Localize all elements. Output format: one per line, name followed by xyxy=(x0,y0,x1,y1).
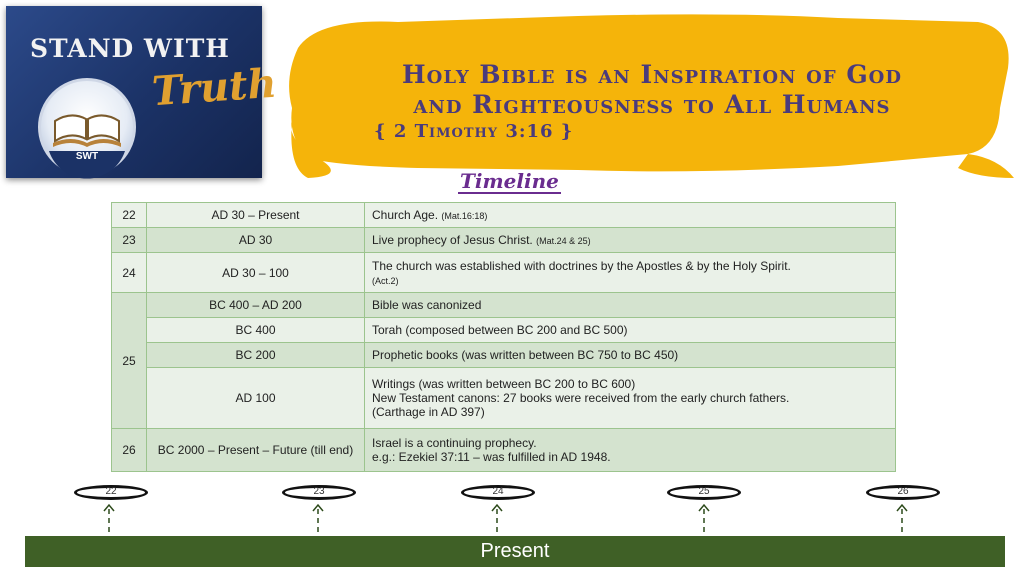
table-row xyxy=(112,343,896,368)
table-row xyxy=(112,203,896,228)
row-event: Prophetic books (was written between BC 750 to BC 450) xyxy=(365,343,896,368)
title-line-1: Holy Bible is an Inspiration of God xyxy=(402,60,902,89)
timeline-heading: Timeline xyxy=(460,169,559,193)
marker-label: 23 xyxy=(313,486,325,497)
event-line: New Testament canons: 27 books were received from the early church fathers. xyxy=(372,391,790,405)
logo-text-stand-with: STAND WITH xyxy=(30,34,230,63)
row-event: Torah (composed between BC 200 and BC 500) xyxy=(365,318,896,343)
row-period: AD 30 – Present xyxy=(147,203,365,228)
row-event xyxy=(365,253,896,293)
timeline-table xyxy=(111,202,896,472)
row-period: AD 100 xyxy=(147,368,365,429)
table-row xyxy=(112,368,896,429)
event-line: Israel is a continuing prophecy. xyxy=(372,436,537,450)
event-text: Church Age. xyxy=(372,208,439,222)
page-title xyxy=(372,60,932,120)
logo-badge: SWT xyxy=(75,151,99,162)
table-row xyxy=(112,228,896,253)
logo-text-truth: Truth xyxy=(150,59,279,116)
open-bible-icon xyxy=(38,78,136,176)
event-text: The church was established with doctrines by the Apostles & by the Holy Spirit. xyxy=(372,258,791,273)
arrow-up-icon xyxy=(698,503,710,533)
event-line: Writings (was written between BC 200 to BC 600) xyxy=(372,377,636,391)
row-period: BC 400 xyxy=(147,318,365,343)
table-row xyxy=(112,318,896,343)
row-number: 23 xyxy=(112,228,147,253)
row-event xyxy=(365,368,896,429)
timeline-marker xyxy=(282,485,356,500)
scripture-reference: { 2 Timothy 3:16 } xyxy=(374,121,574,142)
marker-label: 26 xyxy=(897,486,909,497)
marker-label: 22 xyxy=(105,486,117,497)
row-period: AD 30 xyxy=(147,228,365,253)
event-line: (Carthage in AD 397) xyxy=(372,405,485,419)
row-event xyxy=(365,228,896,253)
timeline-marker xyxy=(74,485,148,500)
present-bar: Present xyxy=(25,536,1005,567)
timeline-marker xyxy=(667,485,741,500)
table-row xyxy=(112,293,896,318)
title-line-2: and Righteousness to All Humans xyxy=(413,90,891,119)
row-number: 25 xyxy=(112,293,147,429)
row-event: Bible was canonized xyxy=(365,293,896,318)
row-period: BC 400 – AD 200 xyxy=(147,293,365,318)
row-event xyxy=(365,429,896,472)
logo xyxy=(6,6,279,178)
arrow-up-icon xyxy=(896,503,908,533)
event-line: e.g.: Ezekiel 37:11 – was fulfilled in AD 1948. xyxy=(372,450,611,464)
timeline-marker xyxy=(461,485,535,500)
row-number: 24 xyxy=(112,253,147,293)
row-period: BC 200 xyxy=(147,343,365,368)
table-row xyxy=(112,253,896,293)
row-event xyxy=(365,203,896,228)
arrow-up-icon xyxy=(491,503,503,533)
event-text: Live prophecy of Jesus Christ. xyxy=(372,233,533,247)
row-number: 26 xyxy=(112,429,147,472)
timeline-marker xyxy=(866,485,940,500)
event-ref: (Mat.16:18) xyxy=(441,211,488,221)
arrow-up-icon xyxy=(312,503,324,533)
marker-label: 24 xyxy=(492,486,504,497)
row-period: BC 2000 – Present – Future (till end) xyxy=(147,429,365,472)
marker-label: 25 xyxy=(698,486,710,497)
event-ref: (Act.2) xyxy=(372,275,399,286)
row-number: 22 xyxy=(112,203,147,228)
arrow-up-icon xyxy=(103,503,115,533)
row-period: AD 30 – 100 xyxy=(147,253,365,293)
table-row xyxy=(112,429,896,472)
event-ref: (Mat.24 & 25) xyxy=(536,236,591,246)
